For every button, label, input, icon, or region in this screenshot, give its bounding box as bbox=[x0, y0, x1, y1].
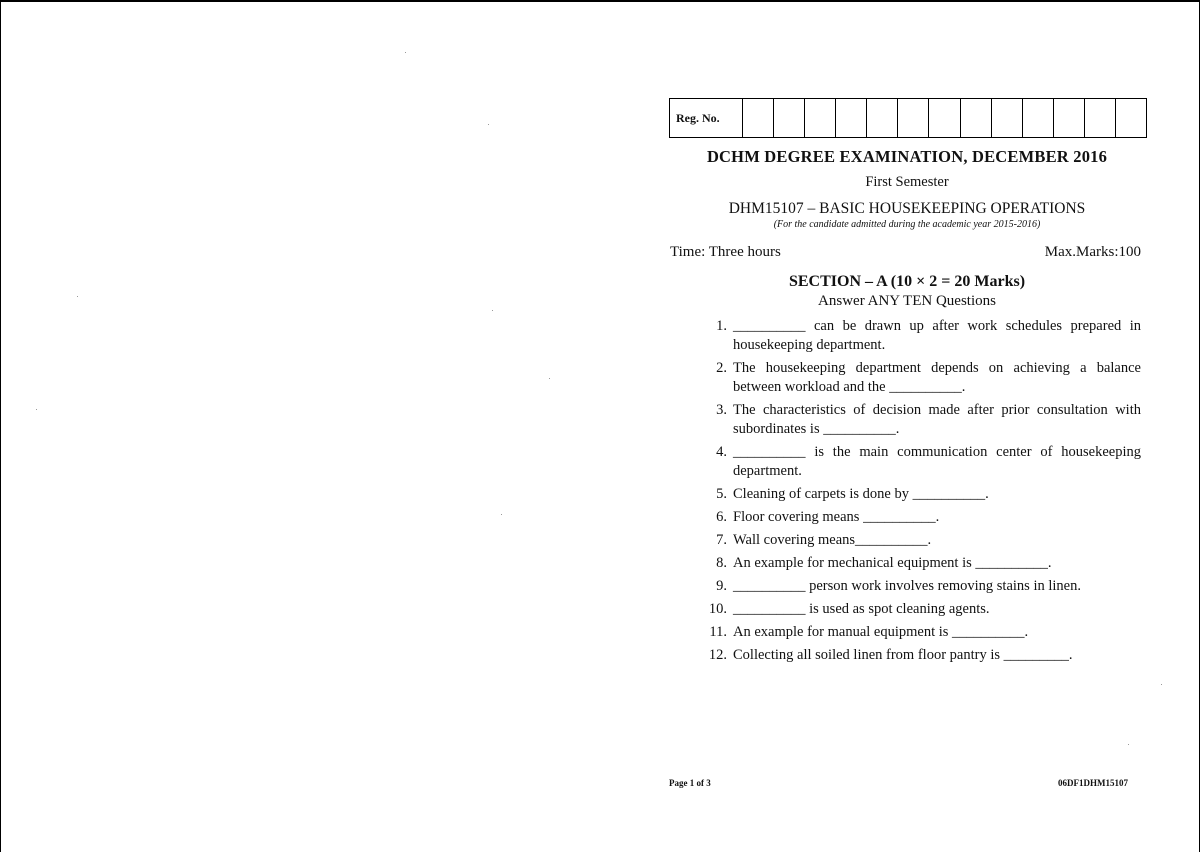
question-list bbox=[694, 317, 1141, 669]
question-text: __________ person work involves removing stains in linen. bbox=[733, 578, 1081, 594]
time-allowed: Time: Three hours bbox=[670, 244, 781, 260]
question-item bbox=[694, 508, 1141, 527]
reg-no-cell bbox=[898, 99, 929, 137]
reg-no-cell bbox=[1085, 99, 1116, 137]
question-item bbox=[694, 623, 1141, 642]
section-title: SECTION – A (10 × 2 = 20 Marks) bbox=[788, 273, 1026, 290]
scan-speck bbox=[488, 124, 489, 125]
reg-no-cell bbox=[774, 99, 805, 137]
question-number: 10. bbox=[708, 601, 727, 617]
question-text: __________ is the main communication center of housekeeping department. bbox=[733, 444, 1141, 479]
question-text: An example for mechanical equipment is __________. bbox=[733, 555, 1052, 571]
max-marks: Max.Marks:100 bbox=[1044, 244, 1141, 260]
reg-no-cells bbox=[743, 99, 1146, 137]
question-text: Floor covering means __________. bbox=[733, 509, 940, 525]
question-text: The housekeeping department depends on achieving a balance between workload and the __________. bbox=[733, 360, 1141, 395]
course-title: DHM15107 – BASIC HOUSEKEEPING OPERATIONS bbox=[728, 200, 1086, 217]
reg-no-cell bbox=[867, 99, 898, 137]
reg-no-cell bbox=[1054, 99, 1085, 137]
reg-no-box bbox=[669, 98, 1147, 138]
reg-no-cell bbox=[961, 99, 992, 137]
question-item bbox=[694, 485, 1141, 504]
question-item bbox=[694, 646, 1141, 665]
question-text: Cleaning of carpets is done by __________. bbox=[733, 486, 989, 502]
question-item bbox=[694, 401, 1141, 439]
question-number: 5. bbox=[716, 486, 727, 502]
paper-code: 06DF1DHM15107 bbox=[1058, 778, 1128, 788]
question-item bbox=[694, 577, 1141, 596]
reg-no-cell bbox=[743, 99, 774, 137]
section-instruction: Answer ANY TEN Questions bbox=[818, 293, 996, 309]
exam-title: DCHM DEGREE EXAMINATION, DECEMBER 2016 bbox=[706, 147, 1108, 166]
academic-year-note: (For the candidate admitted during the academic year 2015-2016) bbox=[773, 219, 1041, 230]
scan-speck bbox=[1161, 684, 1162, 685]
scan-speck bbox=[549, 378, 550, 379]
question-text: Wall covering means__________. bbox=[733, 532, 932, 548]
question-number: 2. bbox=[716, 360, 727, 376]
question-number: 3. bbox=[716, 402, 727, 418]
question-number: 1. bbox=[716, 318, 727, 334]
question-number: 6. bbox=[716, 509, 727, 525]
question-text: __________ is used as spot cleaning agents. bbox=[733, 601, 990, 617]
question-text: Collecting all soiled linen from floor pantry is _________. bbox=[733, 647, 1073, 663]
reg-no-cell bbox=[836, 99, 867, 137]
reg-no-cell bbox=[1023, 99, 1054, 137]
scan-speck bbox=[36, 409, 37, 410]
reg-no-cell bbox=[929, 99, 960, 137]
question-item bbox=[694, 317, 1141, 355]
scan-speck bbox=[405, 52, 406, 53]
question-item bbox=[694, 600, 1141, 619]
reg-no-cell bbox=[992, 99, 1023, 137]
question-number: 8. bbox=[716, 555, 727, 571]
scan-speck bbox=[492, 310, 493, 311]
question-number: 4. bbox=[716, 444, 727, 460]
question-number: 9. bbox=[716, 578, 727, 594]
question-item bbox=[694, 359, 1141, 397]
question-number: 12. bbox=[708, 647, 727, 663]
question-text: The characteristics of decision made after prior consultation with subordinates is __________. bbox=[733, 402, 1141, 437]
question-item bbox=[694, 531, 1141, 550]
question-number: 7. bbox=[716, 532, 727, 548]
semester: First Semester bbox=[865, 174, 949, 190]
reg-no-cell bbox=[805, 99, 836, 137]
question-item bbox=[694, 443, 1141, 481]
scan-speck bbox=[77, 296, 78, 297]
reg-no-cell bbox=[1116, 99, 1146, 137]
question-text: An example for manual equipment is __________. bbox=[733, 624, 1029, 640]
question-number: 11. bbox=[709, 624, 727, 640]
page-number: Page 1 of 3 bbox=[669, 778, 711, 788]
reg-no-label: Reg. No. bbox=[670, 99, 743, 137]
question-text: __________ can be drawn up after work schedules prepared in housekeeping department. bbox=[733, 318, 1141, 353]
question-item bbox=[694, 554, 1141, 573]
scan-speck bbox=[1128, 744, 1129, 745]
scan-speck bbox=[501, 514, 502, 515]
